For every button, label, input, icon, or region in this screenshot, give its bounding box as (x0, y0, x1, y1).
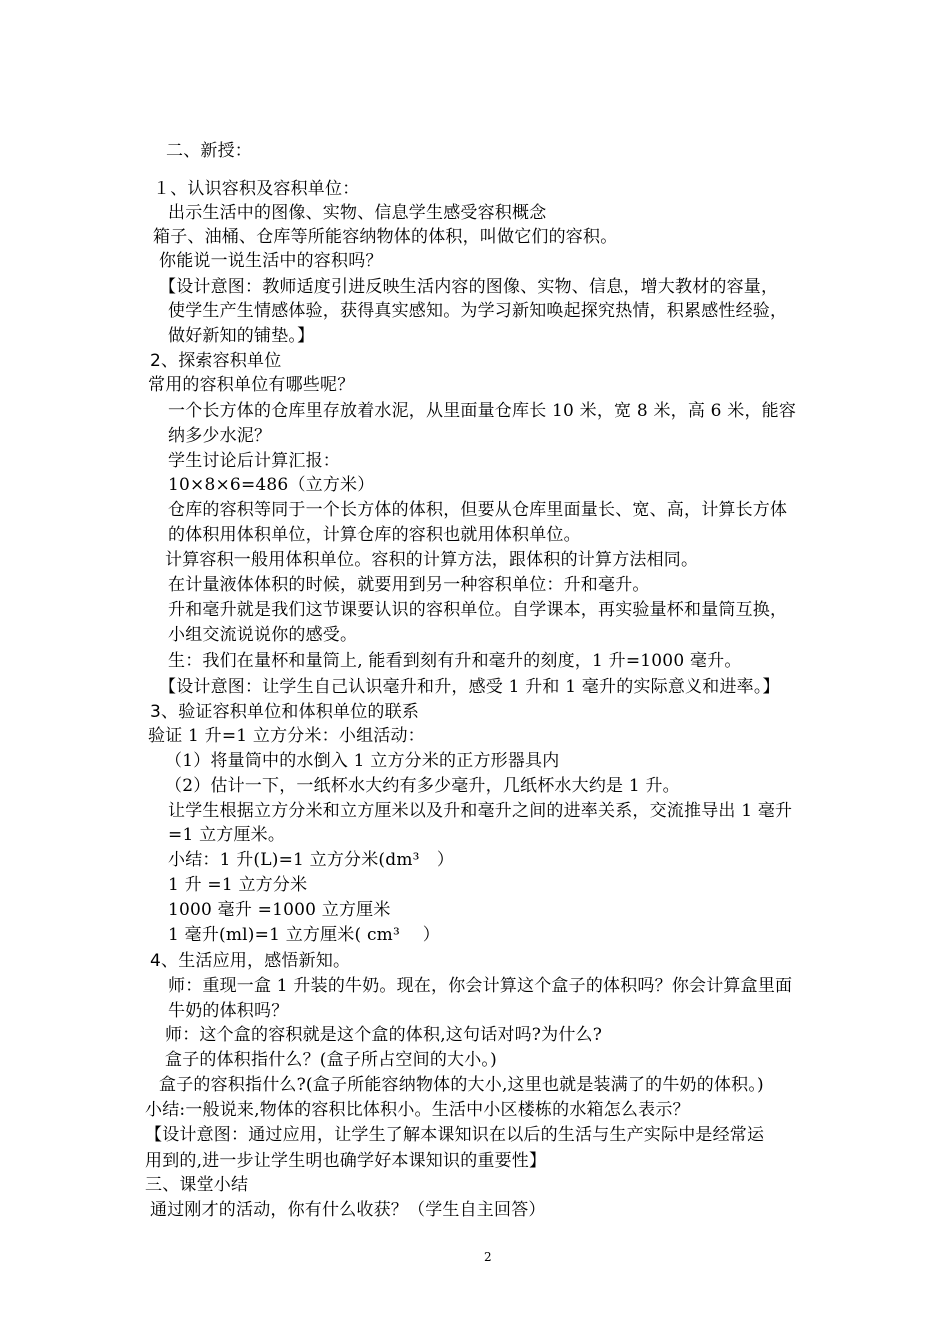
subheading-2: 2、探索容积单位 (150, 351, 282, 371)
text-line: 牛奶的体积吗？ (168, 1001, 289, 1021)
text-line: 仓库的容积等同于一个长方体的体积，但要从仓库里面量长、宽、高，计算长方体 (168, 500, 788, 520)
text-line: 箱子、油桶、仓库等所能容纳物体的体积，叫做它们的容积。 (153, 227, 618, 247)
text-line: 师：重现一盒 1 升装的牛奶。现在，你会计算这个盒子的体积吗？你会计算盒里面 (168, 976, 793, 996)
subheading-1: １、认识容积及容积单位： (153, 179, 360, 199)
formula-line: 1000 毫升 =1000 立方厘米 (168, 900, 391, 920)
text-line: 让学生根据立方分米和立方厘米以及升和毫升之间的进率关系，交流推导出 1 毫升 (168, 801, 793, 821)
text-line: 验证 1 升=1 立方分米：小组活动： (148, 726, 425, 746)
page-number: 2 (484, 1250, 492, 1264)
text-line: 纳多少水泥？ (168, 426, 272, 446)
design-note-line: 【设计意图：教师适度引进反映生活内容的图像、实物、信息，增大教材的容量， (159, 277, 779, 297)
text-line: 你能说一说生活中的容积吗？ (159, 251, 383, 271)
design-note-line: 【设计意图：让学生自己认识毫升和升，感受 1 升和 1 毫升的实际意义和进率。】 (159, 677, 780, 697)
subheading-3: 3、验证容积单位和体积单位的联系 (150, 702, 420, 722)
text-line: 学生讨论后计算汇报： (168, 451, 340, 471)
text-line: 一个长方体的仓库里存放着水泥，从里面量仓库长 10 米，宽 8 米，高 6 米，能容 (168, 401, 797, 421)
design-note-line: 用到的,进一步让学生明也确学好本课知识的重要性】 (145, 1151, 547, 1171)
text-line: 盒子的容积指什么?(盒子所能容纳物体的大小,这里也就是装满了的牛奶的体积。) (159, 1075, 764, 1095)
text-line: 常用的容积单位有哪些呢？ (148, 375, 355, 395)
text-line: 通过刚才的活动，你有什么收获？（学生自主回答） (150, 1200, 546, 1220)
text-line: 出示生活中的图像、实物、信息学生感受容积概念 (168, 203, 547, 223)
list-item: （2）估计一下，一纸杯水大约有多少毫升，几纸杯水大约是 1 升。 (165, 776, 680, 796)
text-line: 升和毫升就是我们这节课要认识的容积单位。自学课本，再实验量杯和量筒互换， (168, 600, 788, 620)
text-line: 在计量液体体积的时候，就要用到另一种容积单位：升和毫升。 (168, 575, 650, 595)
design-note-line: 做好新知的铺垫。】 (168, 326, 315, 346)
text-line: 盒子的体积指什么？(盒子所占空间的大小。) (165, 1050, 497, 1070)
design-note-line: 使学生产生情感体验，获得真实感知。为学习新知唤起探究热情，积累感性经验， (168, 301, 788, 321)
list-item: （1）将量筒中的水倒入 1 立方分米的正方形器具内 (165, 751, 560, 771)
design-note-line: 【设计意图：通过应用，让学生了解本课知识在以后的生活与生产实际中是经常运 (145, 1125, 765, 1145)
subheading-4: 4、生活应用，感悟新知。 (150, 951, 351, 971)
section-heading-summary: 三、课堂小结 (145, 1175, 249, 1195)
formula-line: 10×8×6=486（立方米） (168, 475, 375, 495)
text-line: 师：这个盒的容积就是这个盒的体积,这句话对吗?为什么? (165, 1025, 603, 1045)
text-line: 生：我们在量杯和量筒上, 能看到刻有升和毫升的刻度，1 升=1000 毫升。 (168, 651, 742, 671)
text-line: =1 立方厘米。 (168, 825, 286, 845)
formula-line: 1 毫升(ml)=1 立方厘米( cm³ ） (168, 925, 441, 945)
text-line: 的体积用体积单位，计算仓库的容积也就用体积单位。 (168, 525, 581, 545)
text-line: 小结:一般说来,物体的容积比体积小。生活中小区楼栋的水箱怎么表示？ (145, 1100, 690, 1120)
section-heading-new-lesson: 二、新授： (166, 141, 252, 161)
summary-line: 小结：1 升(L)=1 立方分米(dm³ ） (168, 850, 455, 870)
text-line: 计算容积一般用体积单位。容积的计算方法，跟体积的计算方法相同。 (165, 550, 699, 570)
text-line: 小组交流说说你的感受。 (168, 625, 358, 645)
formula-line: 1 升 =1 立方分米 (168, 875, 308, 895)
